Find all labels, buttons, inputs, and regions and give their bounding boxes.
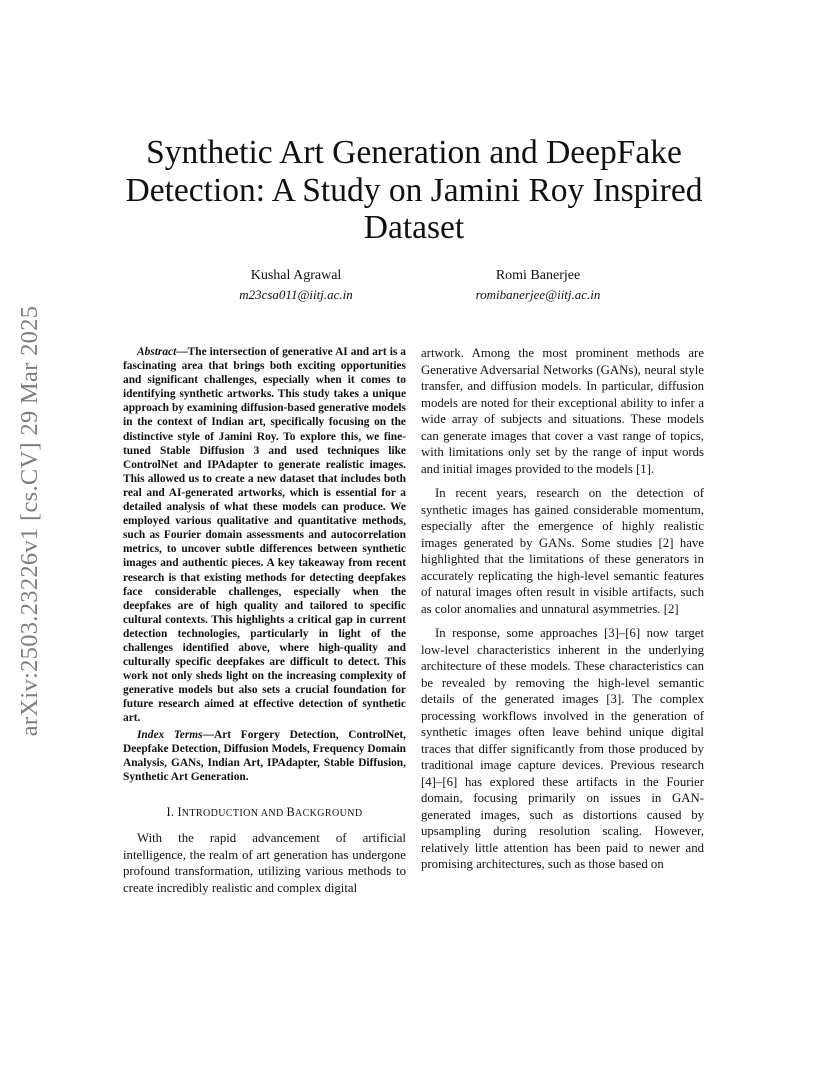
abstract [123,345,406,726]
body-paragraph: With the rapid advancement of artificial intelligence, the realm of art generation has undergone profound transformation, utilizing various methods to create incredibly realistic and complex digital [123,831,406,895]
arxiv-identifier-text: arXiv:2503.23226v1 [cs.CV] 29 Mar 2025 [16,305,43,736]
author-email: romibanerjee@iitj.ac.in [475,287,601,302]
section-number: I. [166,804,175,819]
title-line: Synthetic Art Generation and DeepFake [146,134,682,171]
body-paragraph: In response, some approaches [3]–[6] now target low-level characteristics inherent in the underlying architecture of these models. These characteristics can be revealed by removing the high-level semantic details of the generated images [3]. The complex processing workflows involved in the generation of synthetic images often leave behind unique digital traces that differ significantly from those produced by traditional image capture devices. Previous research [4]–[6] has explored these artifacts in the Fourier domain, focusing primarily on issues in GAN-generated images, such as distortions caused by upsampling during resolution scaling. However, relatively little attention has been paid to newer and promising architectures, such as those based on [421,626,704,871]
title-line: Dataset [363,209,465,246]
abstract-label: Abstract [137,346,177,358]
author-block [176,266,416,304]
section-heading [123,804,406,823]
author-name: Romi Banerjee [495,268,581,283]
index-terms-text: —Art Forgery Detection, ControlNet, Deepfake Detection, Diffusion Models, Frequency Domain Analysis, GANs, Indian Art, IPAdapter, Stable Diffusion, Synthetic Art Generation. [123,728,406,783]
author-email: m23csa011@iitj.ac.in [239,287,353,302]
section-title-smallcaps: NTRODUCTION AND [181,807,287,819]
index-terms [123,728,406,784]
abstract-text: —The intersection of generative AI and art is a fascinating area that brings both exciting opportunities and significant challenges, especially when it comes to identifying synthetic artworks. This study takes a unique approach by examining diffusion-based generative models in the context of Indian art, specifically focusing on the distinctive style of Jamini Roy. To explore this, we fine-tuned Stable Diffusion 3 and used techniques like ControlNet and IPAdapter to generate realistic images. This allowed us to create a new dataset that includes both real and AI-generated artworks, which is essential for a detailed analysis of what these models can produce. We employed various qualitative and quantitative methods, such as Fourier domain assessments and autocorrelation metrics, to uncover subtle differences between synthetic images and authentic pieces. A key takeaway from recent research is that existing methods for detecting deepfakes face considerable challenges, especially when the deepfakes are of high quality and tailored to specific cultural contexts. This highlights a critical gap in current detection technologies, particularly in light of the challenges identified above, where high-quality and culturally specific deepfakes are difficult to detect. This work not only sheds light on the increasing complexity of generative models but also sets a crucial foundation for future research aimed at effective detection of synthetic art. [123,346,406,725]
right-column [421,345,704,881]
arxiv-identifier-stamp [8,283,52,758]
author-name: Kushal Agrawal [250,268,342,283]
body-paragraph: artwork. Among the most prominent methods are Generative Adversarial Networks (GANs), neural style transfer, and diffusion models. In particular, diffusion models are noted for their exceptional ability to infer a wide array of subjects and situations. These models can generate images that cover a vast range of topics, with limitations only set by the range of input words and initial images provided to the models [1]. [421,346,704,476]
author-block [418,266,658,304]
body-paragraph: In recent years, research on the detection of synthetic images has gained considerable momentum, especially after the emergence of highly realistic images generated by GANs. Some studies [2] have highlighted that the limitations of these generators in accurately replicating the high-level semantic features of natural images often result in visible artifacts, such as color anomalies and unnatural asymmetries. [2] [421,486,704,616]
left-column [123,345,406,904]
title-line: Detection: A Study on Jamini Roy Inspired [125,171,703,209]
index-terms-label: Index Terms [137,728,203,741]
paper-title [110,134,718,247]
section-title-initial: I [177,804,182,819]
section-title-smallcaps-2: ACKGROUND [294,807,363,819]
section-title-initial-2: B [286,804,295,819]
